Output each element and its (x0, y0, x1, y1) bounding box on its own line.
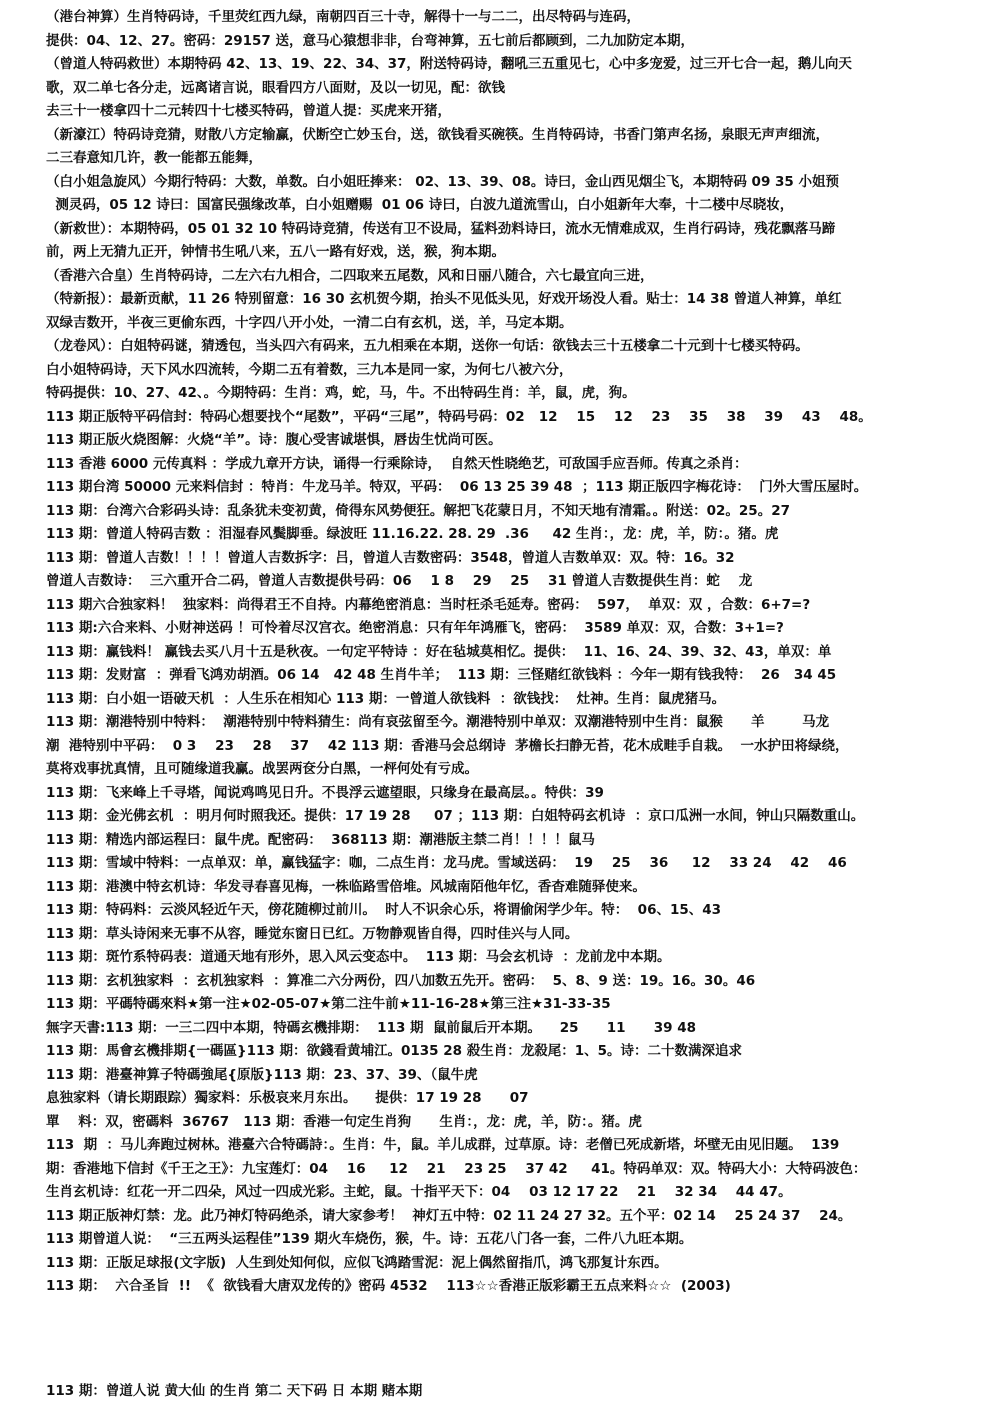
text-line: 113 期：草头诗闲来无事不从容，睡觉东窗日已红。万物静观皆自得，四时佳兴与人同。 (46, 925, 579, 942)
text-line: 113 期台湾 50000 元来料信封 ：特肖：牛龙马羊。特双，平码： 06 13 25 39 48 ；113 期正版四字梅花诗： 门外大雪压屋时。 (46, 479, 868, 495)
text-line: （白小姐急旋风）今期行特码：大数，单数。白小姐旺捧来： 02、13、39、08。诗曰，金山西见烟尘飞，本期特码 09 35 小姐预 (46, 173, 840, 190)
text-line: （曾道人特码救世）本期特码 42、13、19、22、34、37，附送特码诗，翻吼三五重见七，心中多宠爱，过三开七合一起，鹅儿向天 (46, 56, 852, 72)
text-line: 113 期:六合来料、小财神送码 ！可怜着尽汉宫衣。绝密消息：只有年年鸿雁飞，密码： 3589 单双：双，合数：3+1=? (46, 620, 784, 636)
text-line: 113 期正版火烧图解：火烧“羊”。诗：腹心受害诚堪惧，唇齿生忧尚可医。 (46, 432, 502, 448)
text-line: 113 期：台湾六合彩码头诗：乱条犹未变初黄，倚得东风势便狂。解把飞花蒙日月，不知天地有清霜。。附送：02。25。27 (46, 502, 790, 519)
text-line: 113 期：馬會玄機排期{一碼區}113 期：欲錢看黄埔江。0135 28 殺生肖：龙殺尾：1、5。诗：二十数满深追求 (46, 1043, 743, 1059)
text-line: 双绿吉数开，半夜三更偷东西，十字四八开小处，一清二白有玄机，送，羊，马定本期。 (46, 314, 573, 331)
text-line: 特码提供：10、27、42、。今期特码：生肖：鸡，蛇，马，牛。不出特码生肖：羊，鼠，虎，狗。 (46, 385, 636, 401)
text-line: 歌，双二单七各分走，远离诸言说，眼看四方八面财，及以一切见，配：欲钱 (46, 79, 505, 96)
text-line: 113 期正版特平码信封：特码心想要找个“尾数”，平码“三尾”，特码号码：02 12 15 12 23 35 38 39 43 48。 (46, 408, 872, 425)
text-line: 二三春意知几许，教一能都五能舞， (46, 150, 262, 166)
text-line: 113 期：赢钱料！ 赢钱去买八月十五是秋夜。一句定平特诗 ：好在毡城莫相忆。提供： 11、16、24、39、32、43，单双：单 (46, 643, 832, 660)
text-line: 113 期：曾道人特码吉数 ：泪湿春风鬓脚垂。绿波旺 11.16.22. 28. 29 .36 42 生肖：，龙：虎，羊，防：。猪。虎 (46, 526, 779, 542)
text-line: 113 期：发财富 ：弹看飞鸿劝胡酒。06 14 42 48 生肖牛羊； 113 期：三怪赌红欲钱料 ：今年一期有钱我特： 26 34 45 (46, 667, 837, 683)
text-line: （新濠江）特码诗竞猜，财散八方定输赢，伏断空亡妙玉台，送，欲钱看买碗筷。生肖特码诗，书香门第声名扬，泉眼无声声细流， (46, 126, 829, 143)
text-line: 單 料：双，密碼料 36767 113 期：香港一句定生肖狗 生肖：，龙：虎，羊，防：。猪。虎 (46, 1113, 642, 1130)
text-line: 113 期六合独家料！ 独家料：尚得君王不自持。内幕绝密消息：当时枉杀毛延寿。密码： 597， 单双：双 ，合数：6+7=? (46, 596, 811, 613)
cut-off-text-line: 113 期：曾道人说 黄大仙 的生肖 第二 天下码 日 本期 赌本期 (46, 1383, 423, 1399)
text-line: 113 期：斑竹系特码表：道通天地有形外，思入风云变态中。 113 期：马会玄机诗 ：龙前龙中本期。 (46, 949, 671, 965)
text-line: 113 期正版神灯禁：龙。此乃神灯特码绝杀，请大家参考！ 神灯五中特：02 11 24 27 32。五个平：02 14 25 24 37 24。 (46, 1207, 852, 1224)
text-line: 113 期：曾道人吉数！！！！曾道人吉数拆字：吕，曾道人吉数密码：3548，曾道人吉数单双：双。特：16。32 (46, 549, 735, 566)
text-line: （港台神算）生肖特码诗，千里荧红西九绿，南朝四百三十寺，解得十一与二二，出尽特码与连码， (46, 9, 640, 25)
text-line: 113 期：金光佛玄机 ：明月何时照我还。提供：17 19 28 07 ；113 期：白姐特码玄机诗 ：京口瓜洲一水间，钟山只隔数重山。 (46, 808, 865, 824)
text-line: 去三十一楼拿四十二元转四十七楼买特码，曾道人提：买虎来开猪， (46, 103, 451, 119)
text-line: 113 期：飞来峰上千寻塔，闻说鸡鸣见日升。不畏浮云遮望眼，只缘身在最高层。。特供：39 (46, 784, 604, 801)
text-line: 曾道人吉数诗： 三六重开合二码，曾道人吉数提供号码：06 1 8 29 25 31 曾道人吉数提供生肖：蛇 龙 (46, 573, 753, 589)
text-line: 前，两上无猜九正开，钟情书生吼八来，五八一路有好戏，送，猴，狗本期。 (46, 244, 505, 260)
text-line: 潮 港特别中平码： 0 3 23 28 37 42 113 期：香港马会总纲诗 茅檐长扫静无苔，花木成畦手自栽。 一水护田将绿绕， (46, 737, 849, 754)
text-line: 白小姐特码诗，天下风水四流转，今期二五有着数，三九本是同一家，为何七八被六分， (46, 361, 573, 378)
text-line: 113 期曾道人说： “三五两头运程佳”139 期火车烧伤，猴，牛。诗：五花八门各一套，二件八九旺本期。 (46, 1231, 693, 1247)
text-line: 113 期：玄机独家料 ：玄机独家料 ：算准二六分两份，四八加数五先开。密码： 5、8、9 送：19。16。30。46 (46, 972, 756, 989)
text-line: 113 期：正版足球报(文字版) 人生到处知何似，应似飞鸿踏雪泥：泥上偶然留指爪，鸿飞那复计东西。 (46, 1254, 668, 1271)
text-line: （龙卷风）：白姐特码谜，猜透包，当头四六有码来，五九相乘在本期，送你一句话：欲钱去三十五楼拿二十元到十七楼买特码。 (46, 338, 809, 354)
text-line: 113 期：白小姐一语破天机 ：人生乐在相知心 113 期：一曾道人欲钱料 ：欲钱找： 灶神。生肖：鼠虎猪马。 (46, 690, 726, 707)
text-line: 113 期 ：马儿奔跑过树林。港臺六合特碼詩：。生肖：牛，鼠。羊儿成群，过草原。诗：老僧已死成新塔，坏壁无由见旧题。 139 (46, 1137, 840, 1153)
text-line: 113 香港 6000 元传真料 ：学成九章开方诀，诵得一行乘除诗， 自然天性晓绝艺，可敌国手应吾师。传真之杀肖： (46, 455, 748, 472)
text-line: （特新报）：最新贡献，11 26 特别留意：16 30 玄机贺今期，抬头不见低头见，好戏开场没人看。贴士：14 38 曾道人神算，单红 (46, 291, 842, 307)
text-line: 113 期：港臺神算子特碼強尾{原版}113 期：23、37、39、（鼠牛虎 (46, 1066, 478, 1083)
text-line: 期：香港地下信封《千王之王》：九宝莲灯：04 16 12 21 23 25 37 42 41。特码单双：双。特码大小：大特码波色： (46, 1160, 867, 1177)
text-line: 113 期：特码料：云淡风轻近午天，傍花随柳过前川。 时人不识余心乐，将谓偷闲学少年。特： 06、15、43 (46, 902, 722, 918)
text-line: 113 期：雪域中特料：一点单双：单，赢钱猛字：咖，二点生肖：龙马虎。雪域送码： 19 25 36 12 33 24 42 46 (46, 855, 847, 871)
text-line: 莫将戏事扰真情，且可随缘道我赢。战罢两奁分白黑，一枰何处有亏成。 (46, 761, 478, 777)
text-line: 测灵码，05 12 诗曰：国富民强缘改革，白小姐赠赐 01 06 诗曰，白波九道流雪山，白小姐新年大奉，十二楼中尽晓妆， (46, 197, 794, 213)
text-line: 生肖玄机诗：红花一开二四朵，风过一四成光彩。主蛇，鼠。十指平天下：04 03 12 17 22 21 32 34 44 47。 (46, 1184, 792, 1200)
text-line: 113 期：潮港特别中特料： 潮港特别中特料猜生：尚有哀弦留至今。潮港特别中单双：双潮港特别中生肖：鼠猴 羊 马龙 (46, 714, 830, 730)
text-line: 無字天書:113 期：一三二四中本期，特碼玄機排期： 113 期 鼠前鼠后开本期。 25 11 39 48 (46, 1019, 697, 1036)
text-line: 113 期：精选内部运程曰：鼠牛虎。配密码： 368113 期：潮港版主禁二肖！！！！鼠马 (46, 831, 595, 848)
text-line: 113 期：港澳中特玄机诗：华发寻春喜见梅，一株临路雪倍堆。风城南陌他年忆，香杳难随驿使来。 (46, 878, 646, 895)
text-line: （新救世）：本期特码，05 01 32 10 特码诗竞猜，传送有卫不设局，猛料劲料诗曰，流水无情难成双，生肖行码诗，残花飘落马蹄 (46, 220, 836, 237)
text-line: 息独家料（请长期跟踪）獨家料：乐极哀来月东出。 提供：17 19 28 07 (46, 1090, 529, 1106)
text-line: 提供：04、12、27。密码：29157 送，意马心猿想非非，台弯神算，五七前后都顾到，二九加防定本期， (46, 32, 695, 49)
text-line: 113 期： 六合圣旨 !! 《 欲钱看大唐双龙传的》密码 4532 113☆☆香港正版彩霸王五点来料☆☆ (2003) (46, 1278, 731, 1294)
text-line: 113 期：平碼特碼來料★第一注★02-05-07★第二注牛前★11-16-28★第三注★31-33-35 (46, 996, 611, 1012)
text-line: （香港六合皇）生肖特码诗，二左六右九相合，二四取来五尾数，风和日丽八随合，六七最宜向三进， (46, 267, 654, 284)
